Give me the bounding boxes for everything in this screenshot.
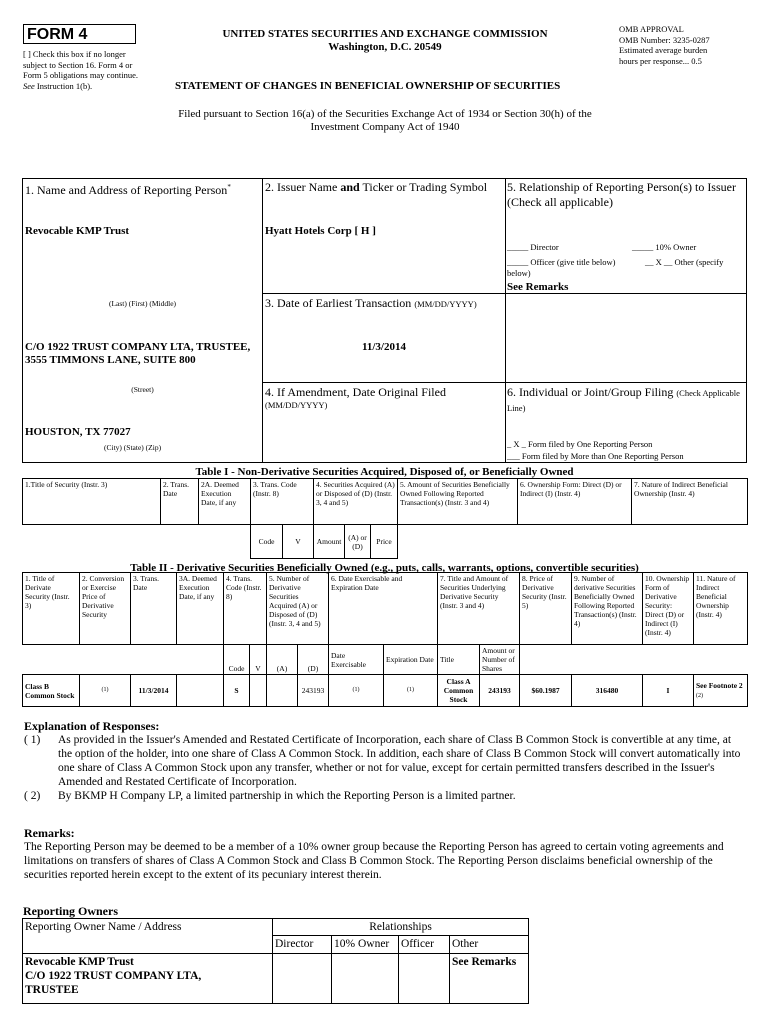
- fn1-number: ( 1): [24, 734, 41, 746]
- section3-label: 3. Date of Earliest Transaction (MM/DD/YYYY): [265, 296, 477, 310]
- t2-col-number: 5. Number of Derivative Securities Acquired (A) or Disposed of (D) (Instr. 3, 4 and 5): [267, 573, 329, 645]
- remarks-text: The Reporting Person may be deemed to be a member of a 10% owner group because the Reporting Person has agreed to certain voting agreements and limitations on transfers of shares of Class A Common Stock and Class B Common Stock. The Reporting Person disclaims beneficial ownership of the securities reported herein except to the extent of its pecuniary interest therein.: [24, 841, 724, 881]
- fn2-number: ( 2): [24, 790, 41, 802]
- t2-row-disposed: 243193: [298, 675, 329, 707]
- t2-sub-d: (D): [298, 645, 329, 675]
- table-row: [23, 675, 748, 707]
- form-title: FORM 4: [23, 24, 136, 44]
- t1-sub-aord: (A) or (D): [345, 525, 371, 559]
- omb-line-2: OMB Number: 3235-0287: [619, 34, 710, 45]
- owners-col-director: Director: [273, 936, 332, 954]
- owners-col-name: Reporting Owner Name / Address: [23, 919, 273, 954]
- t2-col-exercisable: 6. Date Exercisable and Expiration Date: [329, 573, 438, 645]
- t2-row-conversion: (1): [80, 675, 131, 707]
- t2-row-form: I: [643, 675, 694, 707]
- table1-title: Table I - Non-Derivative Securities Acquired, Disposed of, or Beneficially Owned: [195, 466, 574, 478]
- t2-row-title: Class B Common Stock: [23, 675, 80, 707]
- t2-sub-amount: Amount or Number of Shares: [480, 645, 520, 675]
- t1-col-amount: 5. Amount of Securities Beneficially Owned Following Reported Transaction(s) (Instr. 3 and 4): [398, 479, 518, 525]
- table1: [22, 478, 748, 559]
- table2: [22, 572, 748, 707]
- t2-col-form: 10. Ownership Form of Derivative Security: Direct (D) or Indirect (I) (Instr. 4): [643, 573, 694, 645]
- rel-ten-pct-owner: _____ 10% Owner: [632, 242, 697, 252]
- check-box-notice: [23, 49, 151, 91]
- statement-title: STATEMENT OF CHANGES IN BENEFICIAL OWNERSHIP OF SECURITIES: [175, 80, 561, 92]
- filing-option-one: _ X _ Form filed by One Reporting Person: [507, 439, 653, 449]
- t1-col-nature: 7. Nature of Indirect Beneficial Ownership (Instr. 4): [632, 479, 748, 525]
- t1-col-deemed: 2A. Deemed Execution Date, if any: [199, 479, 251, 525]
- rel-other: __ X __ Other (specify below): [507, 257, 724, 278]
- owners-table: [22, 918, 529, 1004]
- earliest-transaction-date: 11/3/2014: [361, 341, 406, 353]
- explanation-section: [24, 719, 746, 803]
- rel-director: _____ Director: [507, 242, 559, 252]
- section4-label: 4. If Amendment, Date Original Filed: [265, 385, 446, 399]
- reporting-info-grid: [22, 178, 747, 463]
- agency-name: UNITED STATES SECURITIES AND EXCHANGE COMMISSION: [222, 28, 548, 40]
- t1-sub-price: Price: [371, 525, 398, 559]
- t2-col-owned: 9. Number of derivative Securities Beneficially Owned Following Reported Transaction(s) (Instr. 4): [572, 573, 643, 645]
- t2-col-nature: 11. Nature of Indirect Beneficial Ownership (Instr. 4): [694, 573, 748, 645]
- reporter-city: HOUSTON, TX 77027: [25, 426, 131, 438]
- omb-line-3: Estimated average burden: [619, 45, 708, 55]
- t2-sub-title: Title: [438, 645, 480, 675]
- owners-row-other: See Remarks: [450, 954, 529, 1004]
- omb-line-1: OMB APPROVAL: [619, 24, 684, 34]
- fn1-text: As provided in the Issuer's Amended and Restated Certificate of Incorporation, each share of Class B Common Stock is convertible at any time, at the option of the holder, into one share of Class A Common Stock. In addition, each share of Class B Common Stock will convert automatically into one share of Class A Common Stock upon any transfer, whether or not for value, except for certain permitted transfers described in the Issuer's Amended and Restated Certificate of Incorporation.: [58, 734, 741, 788]
- city-hint: (City) (State) (Zip): [104, 443, 162, 452]
- filing-option-multiple: ___ Form filed by More than One Reporting Person: [507, 451, 684, 461]
- t2-row-expiration: (1): [384, 675, 438, 707]
- owners-row-name: Revocable KMP Trust C/O 1922 TRUST COMPANY LTA, TRUSTEE: [23, 954, 273, 1004]
- t1-sub-code: Code: [251, 525, 283, 559]
- omb-line-4: hours per response... 0.5: [619, 55, 702, 66]
- t1-col-code: 3. Trans. Code (Instr. 8): [251, 479, 314, 525]
- filed-line-1: Filed pursuant to Section 16(a) of the Securities Exchange Act of 1934 or Section 30(h) of the: [178, 108, 592, 120]
- section4-hint: (MM/DD/YYYY): [265, 400, 328, 410]
- t2-sub-a: (A): [267, 645, 298, 675]
- fn2-text: By BKMP H Company LP, a limited partnership in which the Reporting Person is a limited partner.: [58, 790, 516, 802]
- t2-col-deemed: 3A. Deemed Execution Date, if any: [177, 573, 224, 645]
- filed-line-2: Investment Company Act of 1940: [310, 121, 460, 133]
- check-box-instr: Instruction 1(b).: [36, 80, 93, 91]
- section5-label: 5. Relationship of Reporting Person(s) to Issuer (Check all applicable): [507, 180, 736, 209]
- section1-label: 1. Name and Address of Reporting Person*: [25, 183, 231, 197]
- reporter-street: C/O 1922 TRUST COMPANY LTA, TRUSTEE, 3555 TIMMONS LANE, SUITE 800: [25, 341, 251, 366]
- t2-col-price: 8. Price of Derivative Security (Instr. 5): [520, 573, 572, 645]
- t2-col-date: 3. Trans. Date: [131, 573, 177, 645]
- name-hint: (Last) (First) (Middle): [108, 299, 177, 308]
- t1-col-title: 1.Title of Security (Instr. 3): [23, 479, 161, 525]
- t2-sub-code: Code: [224, 645, 250, 675]
- section6-label: 6. Individual or Joint/Group Filing (Check Applicable Line): [507, 385, 740, 413]
- rel-officer: _____ Officer (give title below): [507, 257, 616, 267]
- agency-location: Washington, D.C. 20549: [328, 41, 442, 53]
- street-hint: (Street): [131, 385, 154, 394]
- t2-row-owned: 316480: [572, 675, 643, 707]
- t2-row-underlying-title: Class A Common Stock: [438, 675, 480, 707]
- reporter-name: Revocable KMP Trust: [25, 225, 130, 237]
- t1-sub-v: V: [283, 525, 314, 559]
- t2-col-code: 4. Trans. Code (Instr. 8): [224, 573, 267, 645]
- t2-row-date-exercisable: (1): [329, 675, 384, 707]
- t2-row-price: $60.1987: [520, 675, 572, 707]
- explanation-title: Explanation of Responses:: [24, 719, 160, 733]
- section2-label: 2. Issuer Name and Ticker or Trading Symbol: [265, 180, 488, 194]
- owners-col-relationships: Relationships: [273, 919, 529, 936]
- t1-col-date: 2. Trans. Date: [161, 479, 199, 525]
- t2-row-date: 11/3/2014: [131, 675, 177, 707]
- t2-sub-v: V: [250, 645, 267, 675]
- t2-sub-date-exercisable: Date Exercisable: [329, 645, 384, 675]
- check-box-see: See: [23, 80, 35, 91]
- rel-remarks: See Remarks: [507, 281, 569, 293]
- t2-col-title: 1. Title of Derivate Security (Instr. 3): [23, 573, 80, 645]
- issuer-name: Hyatt Hotels Corp [ H ]: [265, 225, 376, 237]
- remarks-section: [24, 826, 746, 882]
- owners-col-ten-pct: 10% Owner: [332, 936, 399, 954]
- t2-row-underlying-amount: 243193: [480, 675, 520, 707]
- table-row: [23, 954, 529, 1004]
- omb-approval: [619, 24, 759, 66]
- t2-row-code: S: [224, 675, 250, 707]
- t1-sub-amount: Amount: [314, 525, 345, 559]
- check-box-text: [ ] Check this box if no longer subject to Section 16. Form 4 or Form 5 obligations may continue.: [23, 49, 138, 80]
- owners-title: Reporting Owners: [23, 904, 118, 918]
- table2-title: Table II - Derivative Securities Beneficially Owned (e.g., puts, calls, warrants, options, convertible securities): [130, 562, 639, 574]
- t2-sub-expiration: Expiration Date: [384, 645, 438, 675]
- t2-row-nature: See Footnote 2 (2): [694, 675, 748, 707]
- owners-col-other: Other: [450, 936, 529, 954]
- t2-col-conversion: 2. Conversion or Exercise Price of Derivative Security: [80, 573, 131, 645]
- owners-col-officer: Officer: [399, 936, 450, 954]
- t1-col-form: 6. Ownership Form: Direct (D) or Indirect (I) (Instr. 4): [518, 479, 632, 525]
- t1-col-acquired: 4. Securities Acquired (A) or Disposed of (D) (Instr. 3, 4 and 5): [314, 479, 398, 525]
- t2-col-underlying: 7. Title and Amount of Securities Underlying Derivative Security (Instr. 3 and 4): [438, 573, 520, 645]
- filed-pursuant: [120, 108, 650, 134]
- remarks-title: Remarks:: [24, 826, 75, 840]
